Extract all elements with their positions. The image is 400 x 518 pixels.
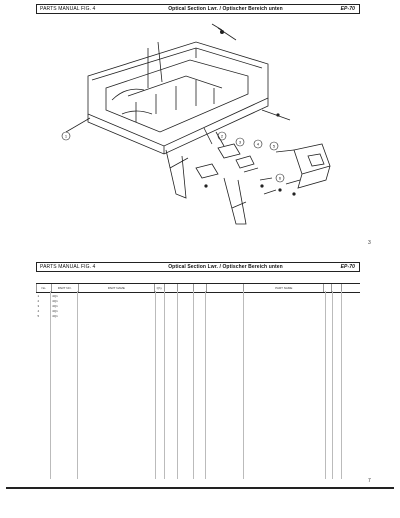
column-divider (205, 291, 206, 479)
table-cell: 4 (37, 308, 40, 313)
column-divider (177, 291, 178, 479)
table-cell (341, 313, 360, 318)
table-cell (244, 313, 324, 318)
table-row (37, 313, 361, 318)
callout-3: 3 (238, 139, 242, 145)
table-cell: 2 (37, 298, 40, 303)
column-divider (243, 291, 244, 479)
table-cell (178, 313, 194, 318)
header-manual-label: PARTS MANUAL FIG. 4 (40, 264, 96, 270)
callout-5: 5 (272, 143, 276, 149)
parts-list-table (36, 283, 360, 318)
column-divider (341, 291, 342, 479)
table-cell: 4Q1 (52, 293, 58, 298)
table-cell (78, 313, 154, 318)
callout-4: 4 (256, 141, 260, 147)
col-header (178, 284, 194, 293)
column-divider (193, 291, 194, 479)
callout-1: 1 (64, 133, 68, 139)
table-cell (206, 313, 243, 318)
header-model-code: EP-70 (340, 6, 355, 12)
exploded-parts-diagram (36, 18, 360, 248)
table-cell: 3 (37, 303, 40, 308)
col-header: PART NO. (51, 284, 78, 293)
column-divider (332, 291, 333, 479)
page-header-bottom (36, 262, 360, 272)
col-header: No. (37, 284, 52, 293)
callout-2: 2 (220, 133, 224, 139)
table-cell: 5 (37, 313, 40, 318)
column-divider (155, 291, 156, 479)
column-divider (77, 291, 78, 479)
col-header: Q'ty (154, 284, 164, 293)
table-cell: 4Q1 (52, 298, 58, 303)
page-mark-bottom: 7 (368, 478, 371, 484)
bottom-rule (6, 487, 394, 489)
page-mark-top: 3 (368, 240, 371, 246)
table-cell: 1 (37, 293, 40, 298)
col-header (206, 284, 243, 293)
col-header (341, 284, 360, 293)
column-divider (325, 291, 326, 479)
col-header: PART NAME (78, 284, 154, 293)
column-divider (50, 291, 51, 479)
table-cell: 4Q1 (52, 303, 58, 308)
col-header: PART NAME (244, 284, 324, 293)
header-title: Optical Section Lwr. / Optischer Bereich unten (168, 264, 283, 270)
table-cell: 4Q1 (52, 313, 58, 318)
column-divider (164, 291, 165, 479)
header-title: Optical Section Lwr. / Optischer Bereich unten (168, 6, 283, 12)
callout-6: 6 (278, 175, 282, 181)
table-cell: 4Q1 (52, 308, 58, 313)
header-manual-label: PARTS MANUAL FIG. 4 (40, 6, 96, 12)
page-header-top (36, 4, 360, 14)
table-header-row (37, 284, 361, 293)
col-header (164, 284, 177, 293)
table-cell (164, 313, 177, 318)
header-model-code: EP-70 (340, 264, 355, 270)
